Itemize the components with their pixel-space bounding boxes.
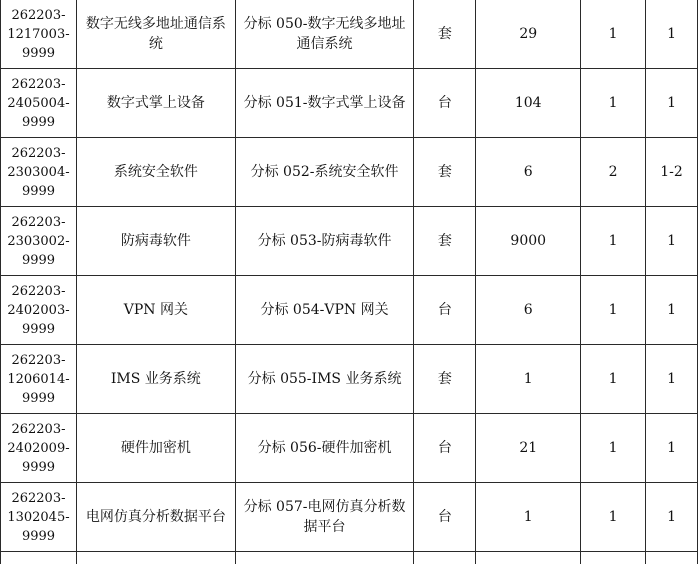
count-cell: 1 bbox=[581, 0, 646, 69]
lot-name-cell: 分标 050-数字无线多地址通信系统 bbox=[235, 0, 414, 69]
quantity-cell: 6 bbox=[476, 138, 581, 207]
range-cell: 1 bbox=[646, 483, 698, 552]
unit-cell: 台 bbox=[414, 69, 476, 138]
table-row bbox=[1, 414, 698, 483]
material-code-cell: 262203- 1302045- 9999 bbox=[1, 483, 77, 552]
range-cell: 1 bbox=[646, 0, 698, 69]
quantity-cell: 6 bbox=[476, 276, 581, 345]
quantity-cell: 9000 bbox=[476, 207, 581, 276]
table-row bbox=[1, 138, 698, 207]
count-cell: 1 bbox=[581, 276, 646, 345]
count-cell: 2 bbox=[581, 138, 646, 207]
table-row bbox=[1, 483, 698, 552]
unit-cell: 套 bbox=[414, 138, 476, 207]
empty-cell bbox=[646, 552, 698, 564]
lot-name-cell: 分标 052-系统安全软件 bbox=[235, 138, 414, 207]
unit-cell: 套 bbox=[414, 0, 476, 69]
table-row bbox=[1, 69, 698, 138]
range-cell: 1 bbox=[646, 414, 698, 483]
range-cell: 1 bbox=[646, 207, 698, 276]
item-name-cell: 系统安全软件 bbox=[76, 138, 235, 207]
lot-name-cell: 分标 051-数字式掌上设备 bbox=[235, 69, 414, 138]
unit-cell: 套 bbox=[414, 207, 476, 276]
item-name-cell: 数字无线多地址通信系统 bbox=[76, 0, 235, 69]
lot-name-cell: 分标 054-VPN 网关 bbox=[235, 276, 414, 345]
material-code-cell: 262203- 2303002- 9999 bbox=[1, 207, 77, 276]
material-code-cell: 262203- 2303004- 9999 bbox=[1, 138, 77, 207]
table-body bbox=[1, 0, 698, 564]
count-cell: 1 bbox=[581, 69, 646, 138]
item-name-cell: 电网仿真分析数据平台 bbox=[76, 483, 235, 552]
material-code-cell: 262203- 2405004- 9999 bbox=[1, 69, 77, 138]
empty-cell bbox=[581, 552, 646, 564]
material-code-cell: 262203- 1206014- 9999 bbox=[1, 345, 77, 414]
empty-cell bbox=[235, 552, 414, 564]
material-code-cell: 262203- 2402009- 9999 bbox=[1, 414, 77, 483]
lot-name-cell: 分标 055-IMS 业务系统 bbox=[235, 345, 414, 414]
unit-cell: 台 bbox=[414, 483, 476, 552]
lot-name-cell: 分标 053-防病毒软件 bbox=[235, 207, 414, 276]
empty-cell bbox=[476, 552, 581, 564]
item-name-cell: 硬件加密机 bbox=[76, 414, 235, 483]
unit-cell: 台 bbox=[414, 414, 476, 483]
quantity-cell: 21 bbox=[476, 414, 581, 483]
count-cell: 1 bbox=[581, 207, 646, 276]
count-cell: 1 bbox=[581, 414, 646, 483]
range-cell: 1 bbox=[646, 276, 698, 345]
lot-name-cell: 分标 056-硬件加密机 bbox=[235, 414, 414, 483]
material-code-cell: 262203- 1217003- 9999 bbox=[1, 0, 77, 69]
count-cell: 1 bbox=[581, 345, 646, 414]
lot-name-cell: 分标 057-电网仿真分析数据平台 bbox=[235, 483, 414, 552]
item-name-cell: VPN 网关 bbox=[76, 276, 235, 345]
table-row bbox=[1, 207, 698, 276]
quantity-cell: 1 bbox=[476, 483, 581, 552]
range-cell: 1 bbox=[646, 69, 698, 138]
table-row-cutoff bbox=[1, 552, 698, 564]
range-cell: 1-2 bbox=[646, 138, 698, 207]
quantity-cell: 1 bbox=[476, 345, 581, 414]
quantity-cell: 29 bbox=[476, 0, 581, 69]
empty-cell bbox=[414, 552, 476, 564]
quantity-cell: 104 bbox=[476, 69, 581, 138]
item-name-cell: 数字式掌上设备 bbox=[76, 69, 235, 138]
empty-cell bbox=[76, 552, 235, 564]
item-name-cell: 防病毒软件 bbox=[76, 207, 235, 276]
empty-cell bbox=[1, 552, 77, 564]
table-row bbox=[1, 345, 698, 414]
unit-cell: 套 bbox=[414, 345, 476, 414]
range-cell: 1 bbox=[646, 345, 698, 414]
unit-cell: 台 bbox=[414, 276, 476, 345]
item-name-cell: IMS 业务系统 bbox=[76, 345, 235, 414]
material-code-cell: 262203- 2402003- 9999 bbox=[1, 276, 77, 345]
count-cell: 1 bbox=[581, 483, 646, 552]
table-row bbox=[1, 0, 698, 69]
table-row bbox=[1, 276, 698, 345]
